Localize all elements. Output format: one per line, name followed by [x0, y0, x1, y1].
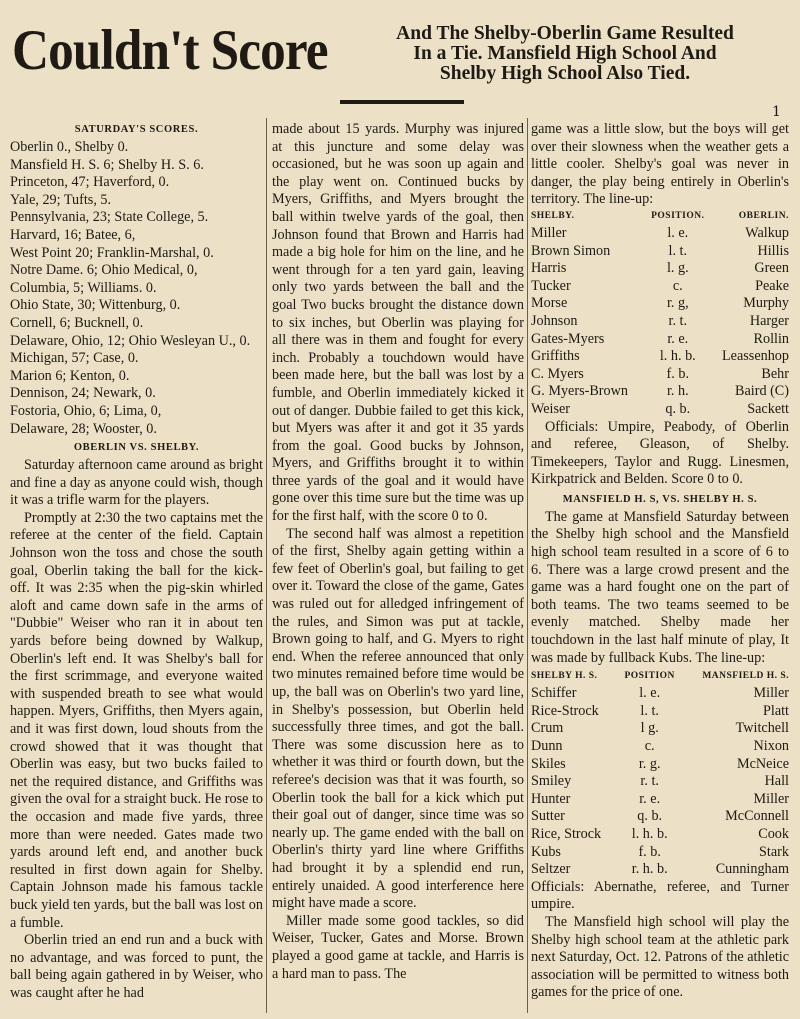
player-position: q. b. [637, 808, 663, 825]
player-position: c. [672, 277, 683, 294]
score-line: Michigan, 57; Case, 0. [10, 350, 139, 367]
article-paragraph: game was a little slow, but the boys will get over their slowness when the weather gets a little cooler. Shelby's goal was never in danger, the play being entirely in Oberlin's territory. The line-up: [531, 121, 789, 208]
player-away: McNeice [737, 755, 789, 772]
lineup-row [531, 260, 789, 278]
player-home: Dunn [531, 738, 563, 754]
player-away: Baird (C) [735, 383, 789, 400]
lineup-row [531, 720, 789, 738]
column-2 [272, 121, 524, 983]
player-away: Platt [762, 702, 789, 719]
player-away: Twitchell [735, 720, 789, 737]
player-position: l. h. b. [631, 825, 668, 842]
player-home: Morse [531, 295, 568, 312]
lineup-row [531, 791, 789, 809]
player-away: Behr [761, 365, 789, 382]
lineup-row [531, 295, 789, 313]
score-line: Mansfield H. S. 6; Shelby H. S. 6. [10, 156, 204, 173]
player-home: Seltzer [531, 861, 571, 878]
score-line: West Point 20; Franklin-Marshal, 0. [10, 244, 214, 261]
lineup-row [531, 278, 789, 296]
player-away: Walkup [745, 224, 789, 241]
player-position: l g. [640, 720, 659, 737]
player-position: l. e. [667, 224, 689, 241]
player-home: Hunter [531, 790, 571, 807]
deck-line: In a Tie. Mansfield High School And [413, 43, 717, 64]
article-paragraph: The Mansfield high school will play the Shelby high school team at the athletic park next Saturday, Oct. 12. Patrons of the athletic association will be permitted to witness both games for the price of one. [531, 913, 789, 1001]
scores-list [10, 139, 263, 438]
player-away: Murphy [743, 295, 789, 312]
player-away: Stark [759, 843, 789, 860]
player-position: l. t. [640, 702, 659, 719]
player-home: Weiser [531, 400, 571, 417]
lineup-row [531, 703, 789, 721]
score-line: Harvard, 16; Batee, 6, [10, 226, 136, 243]
article-paragraph: Promptly at 2:30 the two captains met the referee at the center of the field. Captain Johnson won the toss and chose the south goal, Oberlin taking the ball for the kick-off. It was 2:35 when the pig-skin whirled aloft and came down safe in the arms of "Dubbie" Weiser who ran it in about ten yards before being downed by Walkup, Oberlin's left end. It was Shelby's ball for the first scrimmage, and everyone waited with suspended breath to see what would happen. Myers, Griffiths, then Myers again, and it was first down, loud shouts from the crowd showed that it was thought that Oberlin was easy, but two bucks failed to net the required distance, and Griffiths was given the oval for a straight buck. He rose to the occasion and made five yards, three more than were needed. Gates made two yards around left end, and another buck resulted in first down again for Shelby. Captain Johnson made his famous tackle buck yield ten yards, but the ball was lost on a fumble. [10, 509, 263, 931]
player-away: Harger [749, 312, 789, 329]
lineup-row [531, 738, 789, 756]
lineup-row [531, 685, 789, 703]
lineup-row [531, 401, 789, 419]
lineup-table-oberlin-shelby [531, 209, 789, 419]
player-position: l. g. [666, 260, 689, 277]
player-away: Cunningham [715, 861, 789, 878]
column-3 [531, 121, 789, 1002]
corner-mark: 1 [772, 104, 781, 120]
score-line: Ohio State, 30; Wittenburg, 0. [10, 297, 181, 314]
player-position: r. h. [666, 383, 689, 400]
score-line: Delaware, 28; Wooster, 0. [10, 420, 157, 437]
lineup-row [531, 383, 789, 401]
lineup-row [531, 844, 789, 862]
player-home: Tucker [531, 277, 571, 294]
article-paragraph: Miller made some good tackles, so did Weiser, Tucker, Gates and Morse. Brown played a good game at tackle, and Harris is a hard man to pass. The [272, 912, 524, 982]
player-home: Harris [531, 260, 567, 277]
oberlin-heading: OBERLIN VS. SHELBY. [73, 442, 200, 454]
score-line: Yale, 29; Tufts, 5. [10, 191, 112, 208]
player-away: Green [754, 260, 789, 277]
lineup-row [531, 366, 789, 384]
player-home: Brown Simon [531, 242, 611, 259]
deck-line: And The Shelby-Oberlin Game Resulted [396, 23, 734, 44]
player-position: l. e. [639, 685, 661, 702]
lineup-row [531, 313, 789, 331]
headline: Couldn't Score [12, 19, 328, 82]
column-divider [266, 118, 267, 1013]
player-away: Peake [755, 277, 789, 294]
player-home: Griffiths [531, 348, 580, 365]
player-position: q. b. [665, 400, 691, 417]
player-away: McConnell [725, 808, 789, 825]
player-position: f. b. [666, 365, 690, 382]
lineup-row [531, 756, 789, 774]
lineup-row [531, 331, 789, 349]
player-home: Kubs [531, 843, 561, 860]
player-position: r. t. [668, 312, 688, 329]
player-home: Rice-Strock [531, 702, 599, 719]
lineup-header: POSITION [624, 671, 675, 682]
lineup-row [531, 808, 789, 826]
lineup-header: SHELBY. [531, 210, 575, 221]
lineup-row [531, 225, 789, 243]
player-position: r. g. [638, 755, 661, 772]
article-paragraph: made about 15 yards. Murphy was injured at this juncture and some delay was occasioned, but he was soon up again and the play went on. Continued bucks by Myers, Griffiths, and Myers brought the ball within twelve yards of the goal, then Johnson found that Brown and Harris had made a big hole for him on the line, and he went through for a ten yard gain, leaving only two yards between the ball and the goal Two bucks brought the distance down to six inches, but Oberlin was playing for all there was in them and fought for every inch. Probably a touchdown would have been made here, but the ball was lost by a fumble, and Oberlin immediately kicked it out of danger. Dubbie failed to get this kick, but Myers was after it and got it 35 yards from the goal. Good bucks by Johnson, Myers, and Griffiths brought it to within three yards of the goal and it would have gone over this time sure but the time was up for the first half, with the score 0 to 0. [272, 121, 524, 525]
player-position: c. [644, 738, 655, 754]
player-home: Crum [531, 720, 564, 737]
lineup-header: SHELBY H. S. [531, 671, 598, 682]
lineup-row [531, 243, 789, 261]
headline-rule [340, 100, 464, 104]
article-paragraph: Saturday afternoon came around as bright and fine a day as anyone could wish, though it was a trifle warm for the players. [10, 457, 263, 509]
player-away: Leassenhop [722, 348, 789, 365]
article-paragraph: The second half was almost a repetition of the first, Shelby again getting within a few feet of Oberlin's goal, but failing to get over it. Toward the close of the game, Gates was ruled out for alledged infringement of the rules, and Simon was put at tackle, Brown going to half, and G. Myers to right end. When the referee announced that only two minutes remained before time would be up, the ball was on Oberlin's two yard line, in Shelby's possession, but Oberlin held successfully three times, and got the ball. There was some discussion here as to whether it was third or fourth down, but the referee's decision was that it was fourth, so Oberlin took the ball for a kick which put their goal out of danger, since time was so nearly up. The game ended with the ball on Oberlin's thirty yard line where Griffiths had brought it by a splendid end run, entirely unaided. A good interference here might have made a score. [272, 525, 524, 912]
mansfield-heading: MANSFIELD H. S, VS. SHELBY H. S. [562, 493, 758, 505]
lineup-row [531, 861, 789, 879]
player-home: Sutter [531, 808, 565, 825]
lineup-header: MANSFIELD H. S. [702, 671, 789, 682]
lineup-row [531, 826, 789, 844]
player-position: r. e. [667, 330, 689, 347]
player-away: Cook [758, 825, 789, 842]
player-home: G. Myers-Brown [531, 383, 628, 400]
deck-line: Shelby High School Also Tied. [439, 63, 691, 84]
player-position: r. h. b. [631, 861, 668, 878]
player-home: Skiles [531, 755, 566, 772]
score-line: Delaware, Ohio, 12; Ohio Wesleyan U., 0. [10, 332, 251, 349]
player-home: Smiley [531, 773, 572, 790]
player-home: Rice, Strock [531, 825, 602, 842]
player-away: Hall [764, 773, 789, 790]
article-paragraph: The game at Mansfield Saturday between the Shelby high school and the Mansfield high school team resulted in a score of 6 to 6. There was a large crowd present and the game was a hard fought one on the part of both teams. The two teams seemed to be evenly matched. Shelby made her touchdown in the last half minute of play, It was made by fullback Kubs. The line-up: [531, 508, 789, 666]
score-line: Dennison, 24; Newark, 0. [10, 385, 156, 402]
score-line: Cornell, 6; Bucknell, 0. [10, 314, 144, 331]
column-divider [527, 118, 528, 1013]
lineup-table-mansfield-shelby [531, 669, 789, 879]
player-away: Rollin [753, 330, 789, 347]
player-position: l. t. [668, 242, 688, 259]
player-away: Sackett [747, 400, 789, 417]
player-away: Miller [753, 790, 789, 807]
player-away: Hillis [757, 242, 789, 259]
player-home: C. Myers [531, 365, 584, 382]
score-line: Fostoria, Ohio, 6; Lima, 0, [10, 402, 162, 419]
player-home: Johnson [531, 312, 578, 329]
officials-text: Officials: Abernathe, referee, and Turner umpire. [531, 878, 789, 913]
player-home: Schiffer [531, 685, 577, 702]
player-home: Miller [531, 224, 567, 241]
player-away: Miller [753, 685, 789, 702]
column-1 [10, 120, 263, 1003]
player-position: r. e. [639, 790, 661, 807]
article-paragraph: Oberlin tried an end run and a buck with no advantage, and was forced to punt, the ball being again gathered in by Weiser, who was caught after he had [10, 932, 263, 1001]
subheadline-deck [345, 24, 785, 84]
lineup-row [531, 773, 789, 791]
score-line: Columbia, 5; Williams. 0. [10, 279, 157, 296]
score-line: Pennsylvania, 23; State College, 5. [10, 209, 209, 226]
player-position: r. g, [666, 295, 689, 312]
player-position: l. h. b. [659, 348, 696, 365]
lineup-row [531, 348, 789, 366]
player-position: f. b. [638, 843, 661, 860]
scores-heading: SATURDAY'S SCORES. [74, 124, 199, 135]
player-position: r. t. [640, 773, 659, 790]
score-line: Notre Dame. 6; Ohio Medical, 0, [10, 262, 198, 279]
lineup-header: OBERLIN. [738, 210, 789, 221]
lineup-header: POSITION. [651, 210, 705, 221]
officials-text: Officials: Umpire, Peabody, of Oberlin and referee, Gleason, of Shelby. Timekeepers, Taylor and Rugg. Linesmen, Kirkpatrick and Belden. Score 0 to 0. [531, 418, 789, 488]
player-home: Gates-Myers [531, 330, 605, 347]
score-line: Princeton, 47; Haverford, 0. [10, 174, 170, 191]
score-line: Oberlin 0., Shelby 0. [10, 139, 129, 155]
player-away: Nixon [753, 738, 789, 754]
score-line: Marion 6; Kenton, 0. [10, 367, 130, 384]
